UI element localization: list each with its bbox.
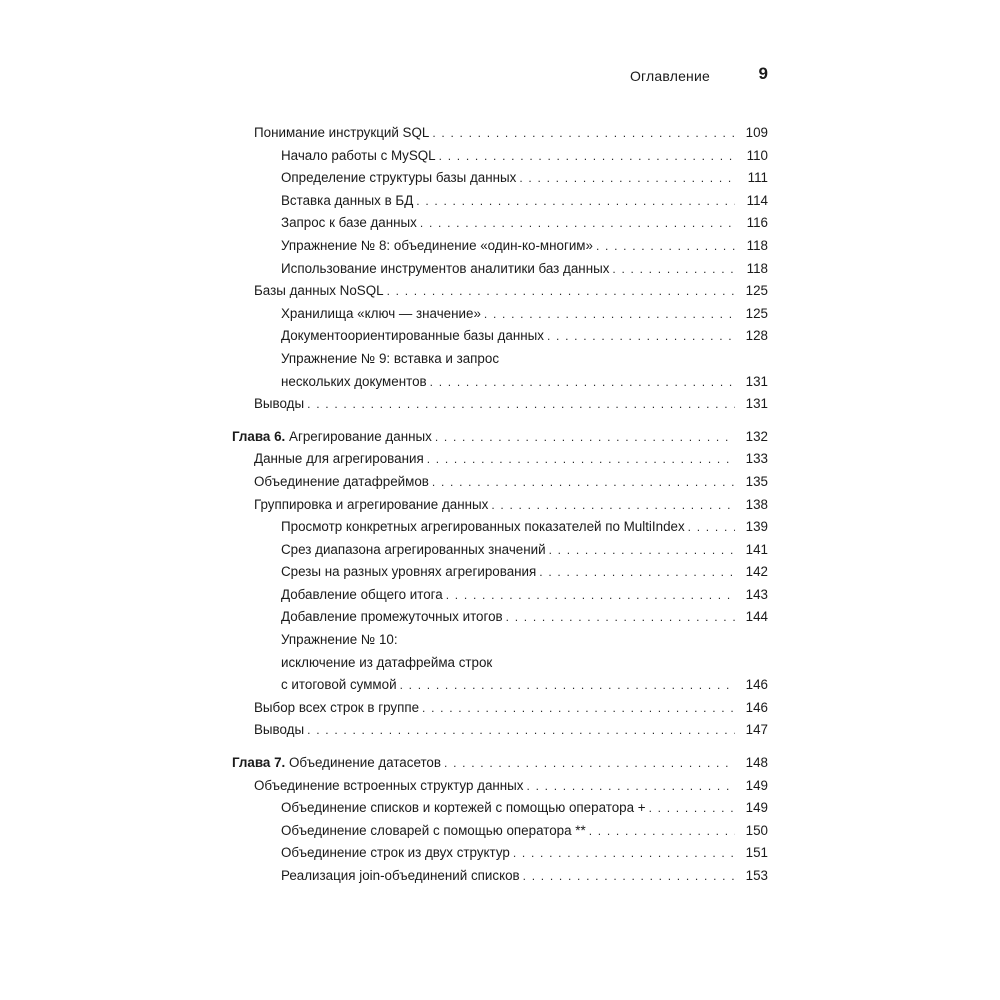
toc-entry[interactable] — [232, 719, 768, 742]
dot-leader — [539, 561, 735, 584]
toc-entry-title: Использование инструментов аналитики баз данных — [281, 260, 610, 276]
toc-entry-title: Добавление общего итога — [281, 586, 443, 602]
dot-leader — [506, 606, 735, 629]
toc-entry-title: Срез диапазона агрегированных значений — [281, 541, 546, 557]
toc-entry-page-number: 131 — [745, 396, 768, 412]
toc-entry-title: Данные для агрегирования — [254, 451, 424, 467]
toc-entry-title: нескольких документов — [281, 373, 427, 389]
toc-chapter-entry[interactable] — [232, 752, 768, 775]
toc-entry-title: Выводы — [254, 396, 305, 412]
toc-entry-title: Хранилища «ключ — значение» — [281, 305, 481, 321]
toc-entry-page-number: 141 — [745, 541, 768, 557]
toc-entry-page-number: 149 — [745, 777, 768, 793]
toc-entry[interactable] — [232, 448, 768, 471]
toc-entry-page-number: 118 — [746, 260, 768, 276]
dot-leader — [589, 820, 735, 843]
toc-entry-title — [232, 752, 441, 775]
toc-entry-page-number: 153 — [745, 868, 768, 883]
toc-entry[interactable] — [232, 212, 768, 235]
toc-entry-text-line: Упражнение № 10: — [281, 632, 398, 648]
page-header — [232, 64, 768, 88]
toc-entry[interactable] — [232, 797, 768, 820]
toc-entry[interactable] — [232, 348, 768, 393]
toc-entry-page-number: 142 — [745, 564, 768, 580]
dot-leader — [444, 752, 735, 775]
dot-leader — [430, 371, 735, 394]
toc-entry-title: Выводы — [254, 722, 305, 738]
dot-leader — [649, 797, 735, 820]
toc-entry[interactable] — [232, 775, 768, 798]
toc-entry[interactable] — [232, 145, 768, 168]
toc-entry[interactable] — [232, 584, 768, 607]
dot-leader — [416, 190, 735, 213]
toc-entry-page-number: 151 — [745, 845, 768, 861]
toc-entry-page-number: 118 — [746, 237, 768, 253]
toc-entry-page-number: 147 — [745, 722, 768, 738]
toc-entry-page-number: 131 — [745, 373, 768, 389]
toc-entry[interactable] — [232, 606, 768, 629]
toc-entry-title: Начало работы с MySQL — [281, 147, 436, 163]
dot-leader — [420, 212, 735, 235]
toc-entry-title: Объединение встроенных структур данных — [254, 777, 524, 793]
toc-entry-page-number: 132 — [745, 428, 768, 444]
toc-entry-page-number: 139 — [745, 519, 768, 535]
toc-entry-title: Базы данных NoSQL — [254, 283, 384, 299]
toc-entry[interactable] — [232, 325, 768, 348]
chapter-label: Глава 6. — [232, 428, 286, 444]
toc-entry-title: Просмотр конкретных агрегированных показателей по MultiIndex — [281, 519, 685, 535]
toc-entry[interactable] — [232, 393, 768, 416]
toc-entry[interactable] — [232, 167, 768, 190]
toc-entry-title: Добавление промежуточных итогов — [281, 609, 503, 625]
toc-entry-title: Реализация join-объединений списков — [281, 868, 520, 883]
toc-entry-text-line: Упражнение № 9: вставка и запрос — [281, 350, 500, 366]
dot-leader — [432, 471, 735, 494]
dot-leader — [527, 775, 736, 798]
toc-entry-title: Объединение датафреймов — [254, 473, 429, 489]
toc-entry[interactable] — [232, 516, 768, 539]
toc-entry-title: с итоговой суммой — [281, 677, 397, 693]
chapter-title: Объединение датасетов — [289, 755, 441, 771]
toc-entry-title: Выбор всех строк в группе — [254, 699, 420, 715]
dot-leader — [513, 842, 735, 865]
dot-leader — [400, 674, 735, 697]
toc-entry-title: Объединение словарей с помощью оператора ** — [281, 822, 586, 838]
toc-entry[interactable] — [232, 303, 768, 326]
toc-entry[interactable] — [232, 258, 768, 281]
toc-entry-title: Определение структуры базы данных — [281, 170, 517, 186]
toc-entry[interactable] — [232, 235, 768, 258]
dot-leader — [612, 258, 735, 281]
toc-chapter-entry[interactable] — [232, 426, 768, 449]
toc-entry[interactable] — [232, 629, 768, 697]
dot-leader — [688, 516, 735, 539]
toc-entry-page-number: 116 — [746, 215, 768, 231]
toc-entry-title: Запрос к базе данных — [281, 215, 417, 231]
dot-leader — [523, 865, 735, 888]
dot-leader — [387, 280, 735, 303]
toc-entry-page-number: 110 — [746, 147, 768, 163]
toc-entry-page-number: 125 — [745, 283, 768, 299]
toc-entry[interactable] — [232, 561, 768, 584]
toc-entry[interactable] — [232, 122, 768, 145]
toc-entry-title: Вставка данных в БД — [281, 192, 414, 208]
dot-leader — [549, 539, 735, 562]
toc-entry[interactable] — [232, 494, 768, 517]
toc-entry-page-number: 114 — [746, 192, 768, 208]
toc-entry-page-number: 146 — [745, 677, 768, 693]
toc-entry-title: Понимание инструкций SQL — [254, 125, 430, 140]
toc-entry-title — [232, 426, 432, 449]
dot-leader — [435, 426, 735, 449]
table-of-contents — [232, 122, 768, 888]
toc-entry[interactable] — [232, 539, 768, 562]
toc-entry-page-number: 109 — [745, 125, 768, 140]
running-head-title: Оглавление — [629, 68, 710, 84]
toc-entry[interactable] — [232, 697, 768, 720]
toc-entry-page-number: 149 — [745, 800, 768, 816]
dot-leader — [491, 494, 735, 517]
toc-entry-title: Объединение строк из двух структур — [281, 845, 510, 861]
dot-leader — [422, 697, 735, 720]
dot-leader — [307, 393, 735, 416]
toc-entry-title: Срезы на разных уровнях агрегирования — [281, 564, 537, 580]
dot-leader — [446, 584, 735, 607]
toc-entry-page-number: 125 — [745, 305, 768, 321]
toc-entry-page-number: 148 — [745, 755, 768, 771]
toc-entry-page-number: 138 — [745, 496, 768, 512]
dot-leader — [427, 448, 735, 471]
dot-leader — [484, 303, 735, 326]
dot-leader — [432, 122, 735, 145]
toc-entry-page-number: 144 — [745, 609, 768, 625]
toc-entry-title: Объединение списков и кортежей с помощью оператора + — [281, 800, 646, 816]
dot-leader — [439, 145, 735, 168]
toc-entry[interactable] — [232, 865, 768, 888]
dot-leader — [596, 235, 735, 258]
toc-entry-title: Группировка и агрегирование данных — [254, 496, 489, 512]
toc-entry-page-number: 143 — [745, 586, 768, 602]
toc-entry-page-number: 146 — [745, 699, 768, 715]
toc-entry[interactable] — [232, 280, 768, 303]
toc-entry[interactable] — [232, 842, 768, 865]
toc-entry-text-line: исключение из датафрейма строк — [281, 654, 493, 670]
toc-entry-title: Упражнение № 8: объединение «один-ко-многим» — [281, 237, 593, 253]
dot-leader — [307, 719, 735, 742]
toc-entry[interactable] — [232, 820, 768, 843]
chapter-title: Агрегирование данных — [289, 428, 432, 444]
dot-leader — [519, 167, 735, 190]
toc-entry-page-number: 150 — [745, 822, 768, 838]
chapter-label: Глава 7. — [232, 755, 286, 771]
toc-entry-page-number: 133 — [745, 451, 768, 467]
toc-entry-page-number: 128 — [745, 328, 768, 344]
toc-entry[interactable] — [232, 471, 768, 494]
toc-entry[interactable] — [232, 190, 768, 213]
page-number: 9 — [758, 64, 768, 83]
dot-leader — [547, 325, 735, 348]
toc-entry-title: Документоориентированные базы данных — [281, 328, 544, 344]
toc-entry-page-number: 111 — [747, 170, 768, 186]
toc-entry-page-number: 135 — [745, 473, 768, 489]
